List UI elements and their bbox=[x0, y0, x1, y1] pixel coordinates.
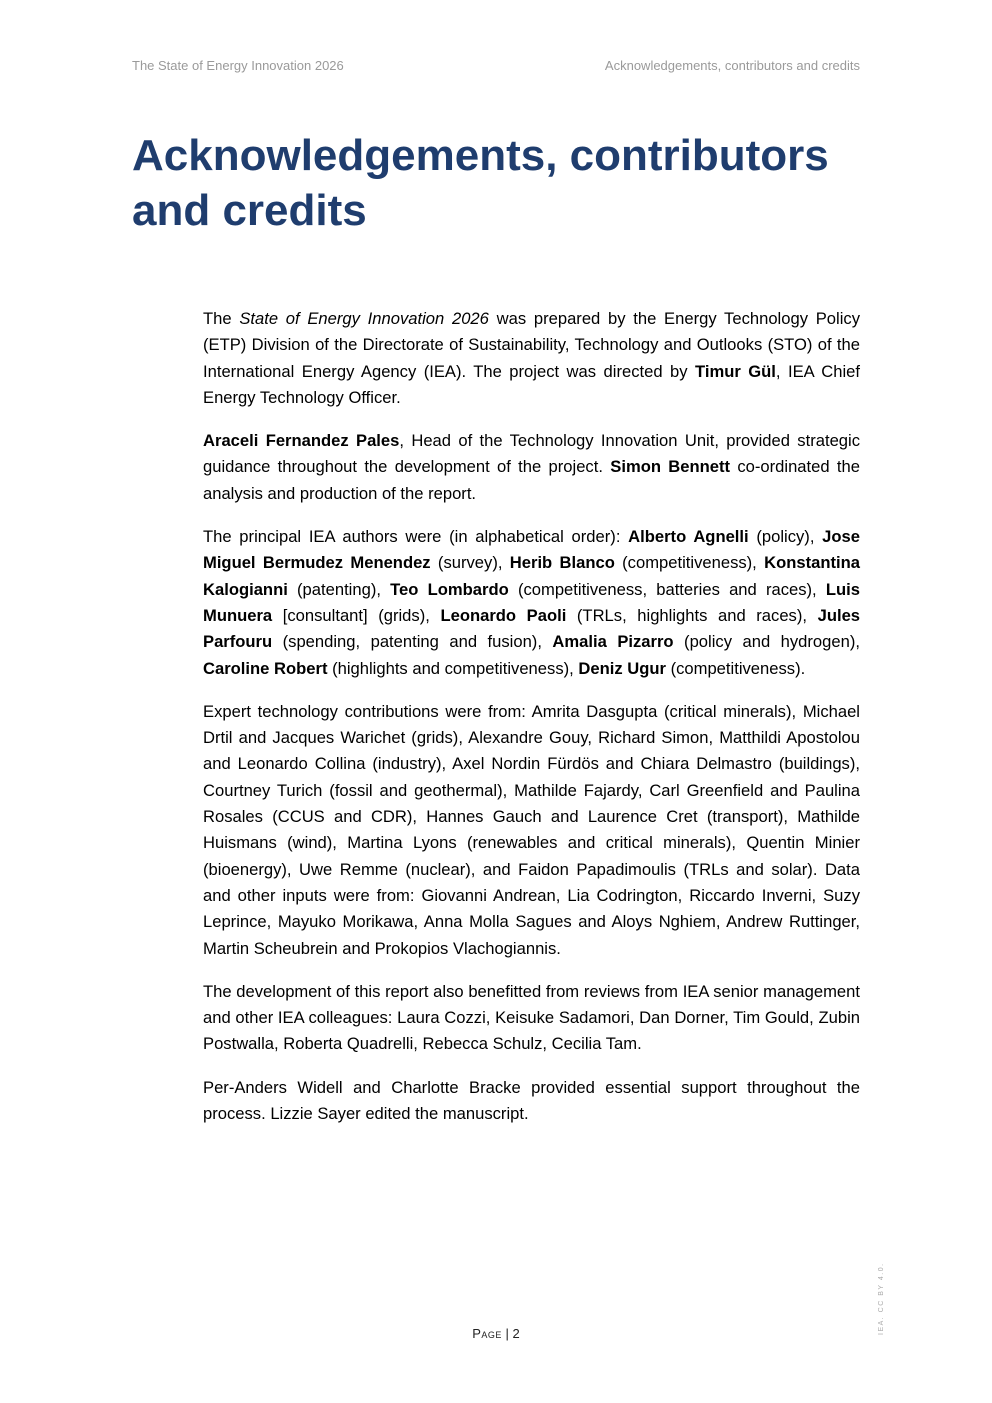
paragraph bbox=[203, 524, 860, 682]
contributor-name: Timur Gül bbox=[695, 361, 776, 381]
text-run: (competitiveness). bbox=[665, 658, 806, 678]
text-run: (highlights and competitiveness), bbox=[327, 658, 579, 678]
paragraph bbox=[203, 428, 860, 507]
text-run: was prepared by the Energy Technology Policy (ETP) Division of the Directorate of Sustainability, Technology and Outlooks (STO) of the International Energy Agency (IEA). The project was directed by bbox=[203, 309, 860, 381]
text-run: (competitiveness), bbox=[614, 553, 765, 573]
contributor-name: Jose Miguel Bermudez Menendez bbox=[203, 527, 860, 573]
acknowledgements-body bbox=[203, 306, 860, 1144]
text-run: The bbox=[203, 309, 240, 328]
text-run: (policy and hydrogen), bbox=[673, 632, 860, 652]
text-run: (competitiveness, batteries and races), bbox=[508, 579, 826, 599]
page-label: Page bbox=[472, 1326, 502, 1341]
contributor-name: Konstantina Kalogianni bbox=[203, 553, 860, 599]
license-note: IEA. CC BY 4.0. bbox=[878, 1262, 885, 1335]
text-run: Expert technology contributions were from: Amrita Dasgupta (critical minerals), Michael Drtil and Jacques Warichet (grids), Alexandre Gouy, Richard Simon, Matthildi Apostolou and Leonardo Collina (industry), Axel Nordin Fürdös and Chiara Delmastro (buildings), Courtney Turich (fossil and geothermal), Mathilde Fajardy, Carl Greenfield and Paulina Rosales (CCUS and CDR), Hannes Gauch and Laurence Cret (transport), Mathilde Huismans (wind), Martina Lyons (renewables and critical minerals), Quentin Minier (bioenergy), Uwe Remme (nuclear), and Faidon Papadimoulis (TRLs and solar). Data and other inputs were from: Giovanni Andrean, Lia Codrington, Riccardo Inverni, Suzy Leprince, Mayuko Morikawa, Anna Molla Sagues and Aloys Nghiem, Andrew Ruttinger, Martin Scheubrein and Prokopios Vlachogiannis. bbox=[203, 701, 860, 958]
text-run: (spending, patenting and fusion), bbox=[272, 632, 553, 652]
page-number: 2 bbox=[512, 1326, 520, 1341]
contributor-name: Jules Parfouru bbox=[203, 605, 861, 652]
text-run: (patenting), bbox=[287, 579, 391, 599]
paragraph bbox=[203, 699, 860, 962]
paragraph bbox=[203, 1075, 860, 1128]
page-separator: | bbox=[505, 1326, 509, 1341]
contributor-name: Deniz Ugur bbox=[578, 658, 666, 678]
contributor-name: Amalia Pizarro bbox=[552, 632, 674, 652]
running-header-left: The State of Energy Innovation 2026 bbox=[132, 58, 344, 73]
contributor-name: Teo Lombardo bbox=[390, 579, 509, 599]
contributor-name: Simon Bennett bbox=[610, 457, 731, 477]
text-run: The principal IEA authors were (in alphabetical order): bbox=[203, 527, 629, 547]
contributor-name: Caroline Robert bbox=[203, 658, 328, 678]
report-title-italic: State of Energy Innovation 2026 bbox=[239, 309, 489, 328]
running-header-right: Acknowledgements, contributors and credits bbox=[604, 58, 860, 73]
page-footer bbox=[0, 1326, 992, 1341]
contributor-name: Leonardo Paoli bbox=[440, 605, 567, 625]
text-run: Per-Anders Widell and Charlotte Bracke provided essential support throughout the process. Lizzie Sayer edited the manuscript. bbox=[203, 1077, 860, 1124]
text-run: The development of this report also benefitted from reviews from IEA senior management and other IEA colleagues: Laura Cozzi, Keisuke Sadamori, Dan Dorner, Tim Gould, Zubin Postwalla, Roberta Quadrelli, Rebecca Schulz, Cecilia Tam. bbox=[203, 981, 860, 1054]
text-run: co-ordinated the analysis and production of the report. bbox=[203, 457, 860, 503]
contributor-name: Alberto Agnelli bbox=[628, 527, 749, 547]
text-run: [consultant] (grids), bbox=[272, 605, 441, 625]
contributor-name: Araceli Fernandez Pales bbox=[203, 431, 400, 451]
text-run: (survey), bbox=[430, 553, 510, 573]
contributor-name: Herib Blanco bbox=[509, 553, 615, 573]
paragraph bbox=[203, 979, 860, 1058]
paragraph bbox=[203, 306, 860, 411]
page-title: Acknowledgements, contributors and credits bbox=[132, 131, 829, 235]
text-run: , Head of the Technology Innovation Unit, provided strategic guidance throughout the development of the project. bbox=[203, 431, 861, 477]
contributor-name: Luis Munuera bbox=[203, 579, 860, 625]
text-run: (policy), bbox=[748, 527, 823, 547]
text-run: , IEA Chief Energy Technology Officer. bbox=[203, 361, 860, 407]
text-run: (TRLs, highlights and races), bbox=[566, 605, 818, 625]
